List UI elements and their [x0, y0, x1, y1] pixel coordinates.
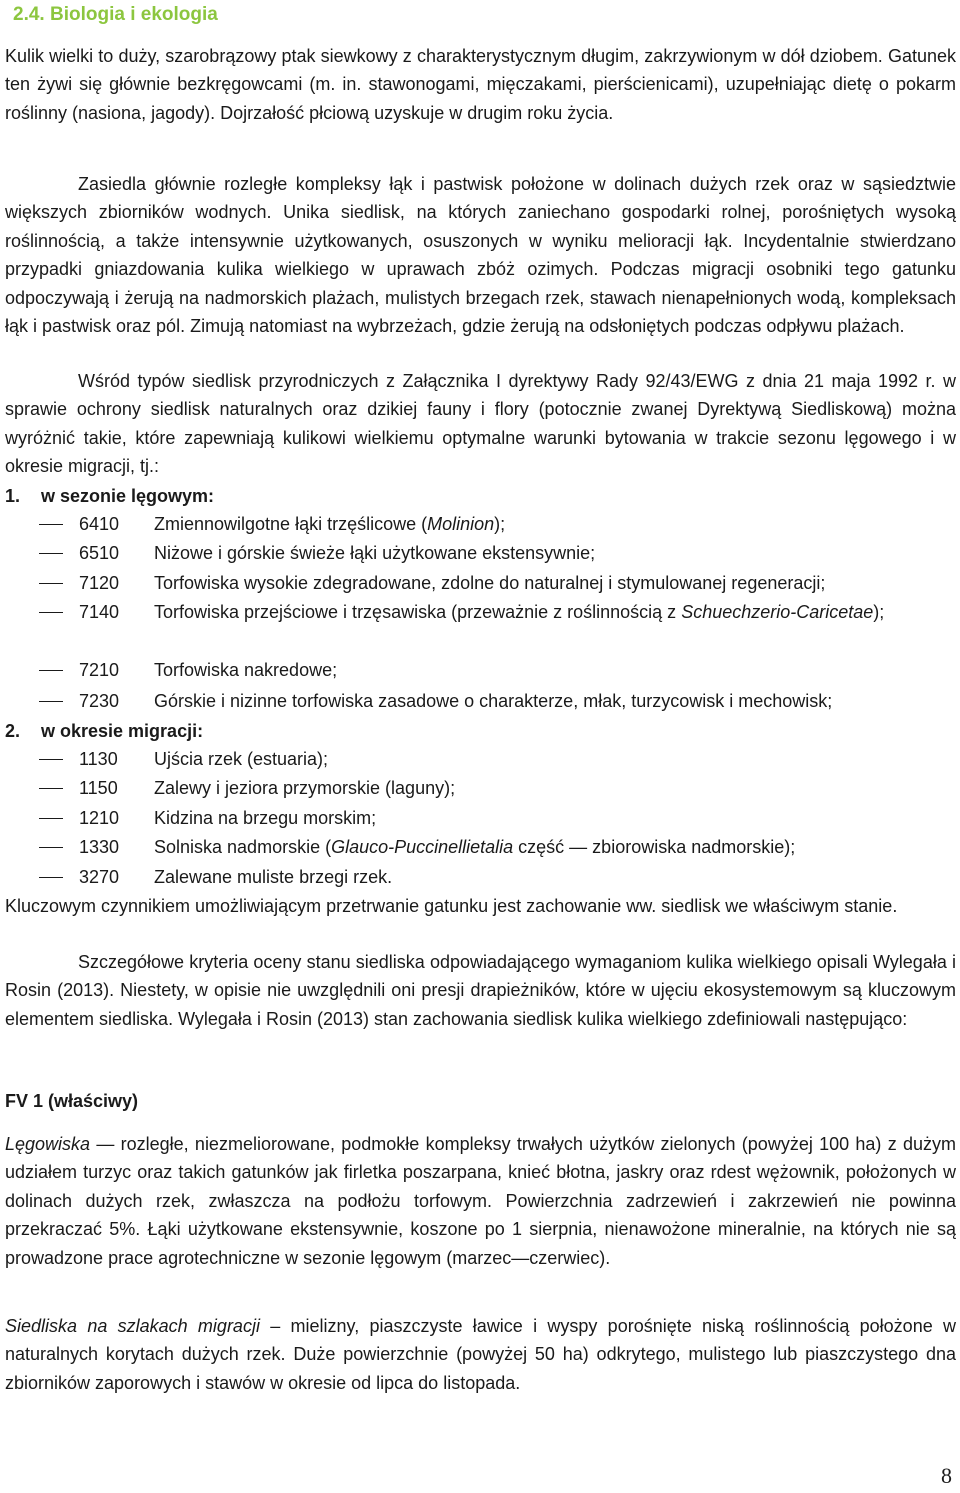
habitat-name — [154, 774, 956, 802]
term-italic: Siedliska na szlakach migracji — [5, 1316, 260, 1336]
dash-bullet-icon — [39, 553, 63, 554]
paragraph-intro: Kulik wielki to duży, szarobrązowy ptak siewkowy z charakterystycznym długim, zakrzywionym w dół dziobem. Gatunek ten żywi się głównie bezkręgowcami (m. in. stawonogami, mięczakami, pierścienicami), uzupełniając dietę o pokarm roślinny (nasiona, jagody). Dojrzałość płciową uzyskuje w drugim roku życia. — [5, 46, 956, 123]
habitat-code: 1130 — [79, 749, 118, 769]
habitat-text: Kidzina na brzegu morskim; — [154, 808, 377, 828]
habitat-code: 7230 — [79, 691, 120, 711]
list-number: 2. — [5, 721, 21, 741]
dash-bullet-icon — [39, 701, 63, 702]
habitat-name — [154, 656, 956, 684]
habitat-name — [154, 510, 956, 538]
paragraph-habitat: Zasiedla głównie rozległe kompleksy łąk i pastwisk położone w dolinach dużych rzek oraz w sąsiedztwie większych zbiorników wodnych. Unika siedlisk, na których zaniechano gospodarki rolnej, porośniętych wysoką roślinnością, a także intensywnie użytkowanych, osuszonych w wyniku melioracji łąk. Incydentalnie stwierdzano przypadki gniazdowania kulika wielkiego w uprawach zbóż ozimych. Podczas migracji osobniki tego gatunku odpoczywają i żerują na nadmorskich plażach, mulistych brzegach rzek, stawach nienapełnionych wodą, kompleksach łąk i pastwisk oraz pól. Zimują natomiast na wybrzeżach, gdzie żerują na odsłoniętych podczas odpływu plażach. — [5, 174, 956, 337]
paragraph-breeding-grounds — [5, 1130, 956, 1272]
list-heading-migration — [5, 717, 203, 745]
page-number: 8 — [941, 1463, 952, 1488]
habitat-code: 1150 — [79, 778, 118, 798]
paragraph-text: — rozległe, niezmeliorowane, podmokłe kompleksy trwałych użytków zielonych (powyżej 100 ha) z dużym udziałem turzyc oraz takich gatunków jak firletka poszarpana, knieć błotna, jaskry oraz rdest wężownik, położonych w dolinach dużych rzek, zwłaszcza na podłożu torfowym. Powierzchnia zadrzewień i zakrzewień nie powinna przekraczać 5%. Łąki użytkowane ekstensywnie, koszone po 1 sierpnia, nienawożone mineralnie, na których nie są prowadzone prace agrotechniczne w sezonie lęgowym (marzec—czerwiec). — [5, 1134, 956, 1268]
habitat-code: 1210 — [79, 808, 120, 828]
list-heading-breeding — [5, 482, 214, 510]
paragraph-text: – mielizny, piaszczyste ławice i wyspy porośnięte niską roślinnością położone w naturalnych korytach dużych rzek. Duże powierzchnie (powyżej 50 ha) odkrytego, mulistego lub piaszczystego dna zbiorników zaporowych i stawów w okresie od lipca do listopada. — [5, 1316, 956, 1393]
paragraph-directive: Wśród typów siedlisk przyrodniczych z Załącznika I dyrektywy Rady 92/43/EWG z dnia 21 maja 1992 r. w sprawie ochrony siedlisk naturalnych oraz dzikiej fauny i flory (potocznie zwanej Dyrektywą Siedliskową) można wyróżnić takie, które zapewniają kulikowi wielkiemu optymalne warunki bytowania w trakcie sezonu lęgowego i w okresie migracji, tj.: — [5, 371, 956, 477]
habitat-code: 7140 — [79, 602, 120, 622]
habitat-name — [154, 833, 956, 861]
habitat-name — [154, 745, 956, 773]
dash-bullet-icon — [39, 670, 63, 671]
dash-bullet-icon — [39, 583, 63, 584]
list-title: w sezonie lęgowym: — [41, 486, 215, 506]
habitat-code: 6510 — [79, 543, 120, 563]
habitat-text: Ujścia rzek (estuaria); — [154, 749, 329, 769]
habitat-text-end: część — zbiorowiska nadmorskie); — [513, 837, 796, 857]
habitat-text: Zalewane muliste brzegi rzek. — [154, 867, 393, 887]
list-number: 1. — [5, 486, 21, 506]
habitat-code: 3270 — [79, 867, 120, 887]
habitat-name — [154, 598, 956, 626]
dash-bullet-icon — [39, 612, 63, 613]
heading: 2.4. Biologia i ekologia — [13, 4, 218, 25]
habitat-text: Torfowiska wysokie zdegradowane, zdolne do naturalnej i stymulowanej regeneracji; — [154, 573, 826, 593]
habitat-text: Zalewy i jeziora przymorskie (laguny); — [154, 778, 456, 798]
habitat-text: Górskie i nizinne torfowiska zasadowe o charakterze, młak, turzycowisk i mechowisk; — [154, 691, 833, 711]
habitat-text: Zmiennowilgotne łąki trzęślicowe ( — [154, 514, 428, 534]
habitat-text: Torfowiska przejściowe i trzęsawiska (przeważnie z roślinnością z — [154, 602, 682, 622]
habitat-text: Niżowe i górskie świeże łąki użytkowane ekstensywnie; — [154, 543, 596, 563]
list-title: w okresie migracji: — [41, 721, 204, 741]
habitat-code: 7210 — [79, 660, 120, 680]
habitat-latin-name: Molinion — [427, 514, 495, 534]
dash-bullet-icon — [39, 788, 63, 789]
habitat-code: 6410 — [79, 514, 120, 534]
dash-bullet-icon — [39, 818, 63, 819]
habitat-name — [154, 569, 956, 597]
paragraph-criteria: Szczegółowe kryteria oceny stanu siedliska odpowiadającego wymaganiom kulika wielkiego opisali Wylegała i Rosin (2013). Niestety, w opisie nie uwzględnili oni presji drapieżników, które w ujęciu ekosystemowym są kluczowym elementem siedliska. Wylegała i Rosin (2013) stan zachowania siedlisk kulika wielkiego zdefiniowali następująco: — [5, 952, 956, 1029]
habitat-code: 7120 — [79, 573, 120, 593]
habitat-name — [154, 687, 956, 715]
habitat-name — [154, 539, 956, 567]
habitat-text-end: ); — [494, 514, 506, 534]
paragraph-migration-sites — [5, 1312, 956, 1397]
habitat-text-end: ); — [873, 602, 885, 622]
dash-bullet-icon — [39, 847, 63, 848]
habitat-name — [154, 863, 956, 891]
habitat-code: 1330 — [79, 837, 120, 857]
habitat-name — [154, 804, 956, 832]
habitat-latin-name: Glauco-Puccinellietalia — [331, 837, 514, 857]
term-italic: Lęgowiska — [5, 1134, 91, 1154]
habitat-text: Solniska nadmorskie ( — [154, 837, 332, 857]
dash-bullet-icon — [39, 877, 63, 878]
fv-heading: FV 1 (właściwy) — [5, 1091, 139, 1111]
habitat-text: Torfowiska nakredowe; — [154, 660, 338, 680]
dash-bullet-icon — [39, 759, 63, 760]
dash-bullet-icon — [39, 524, 63, 525]
habitat-latin-name: Schuechzerio-Caricetae — [681, 602, 874, 622]
paragraph-key-factor: Kluczowym czynnikiem umożliwiającym przetrwanie gatunku jest zachowanie ww. siedlisk we właściwym stanie. — [5, 896, 898, 916]
